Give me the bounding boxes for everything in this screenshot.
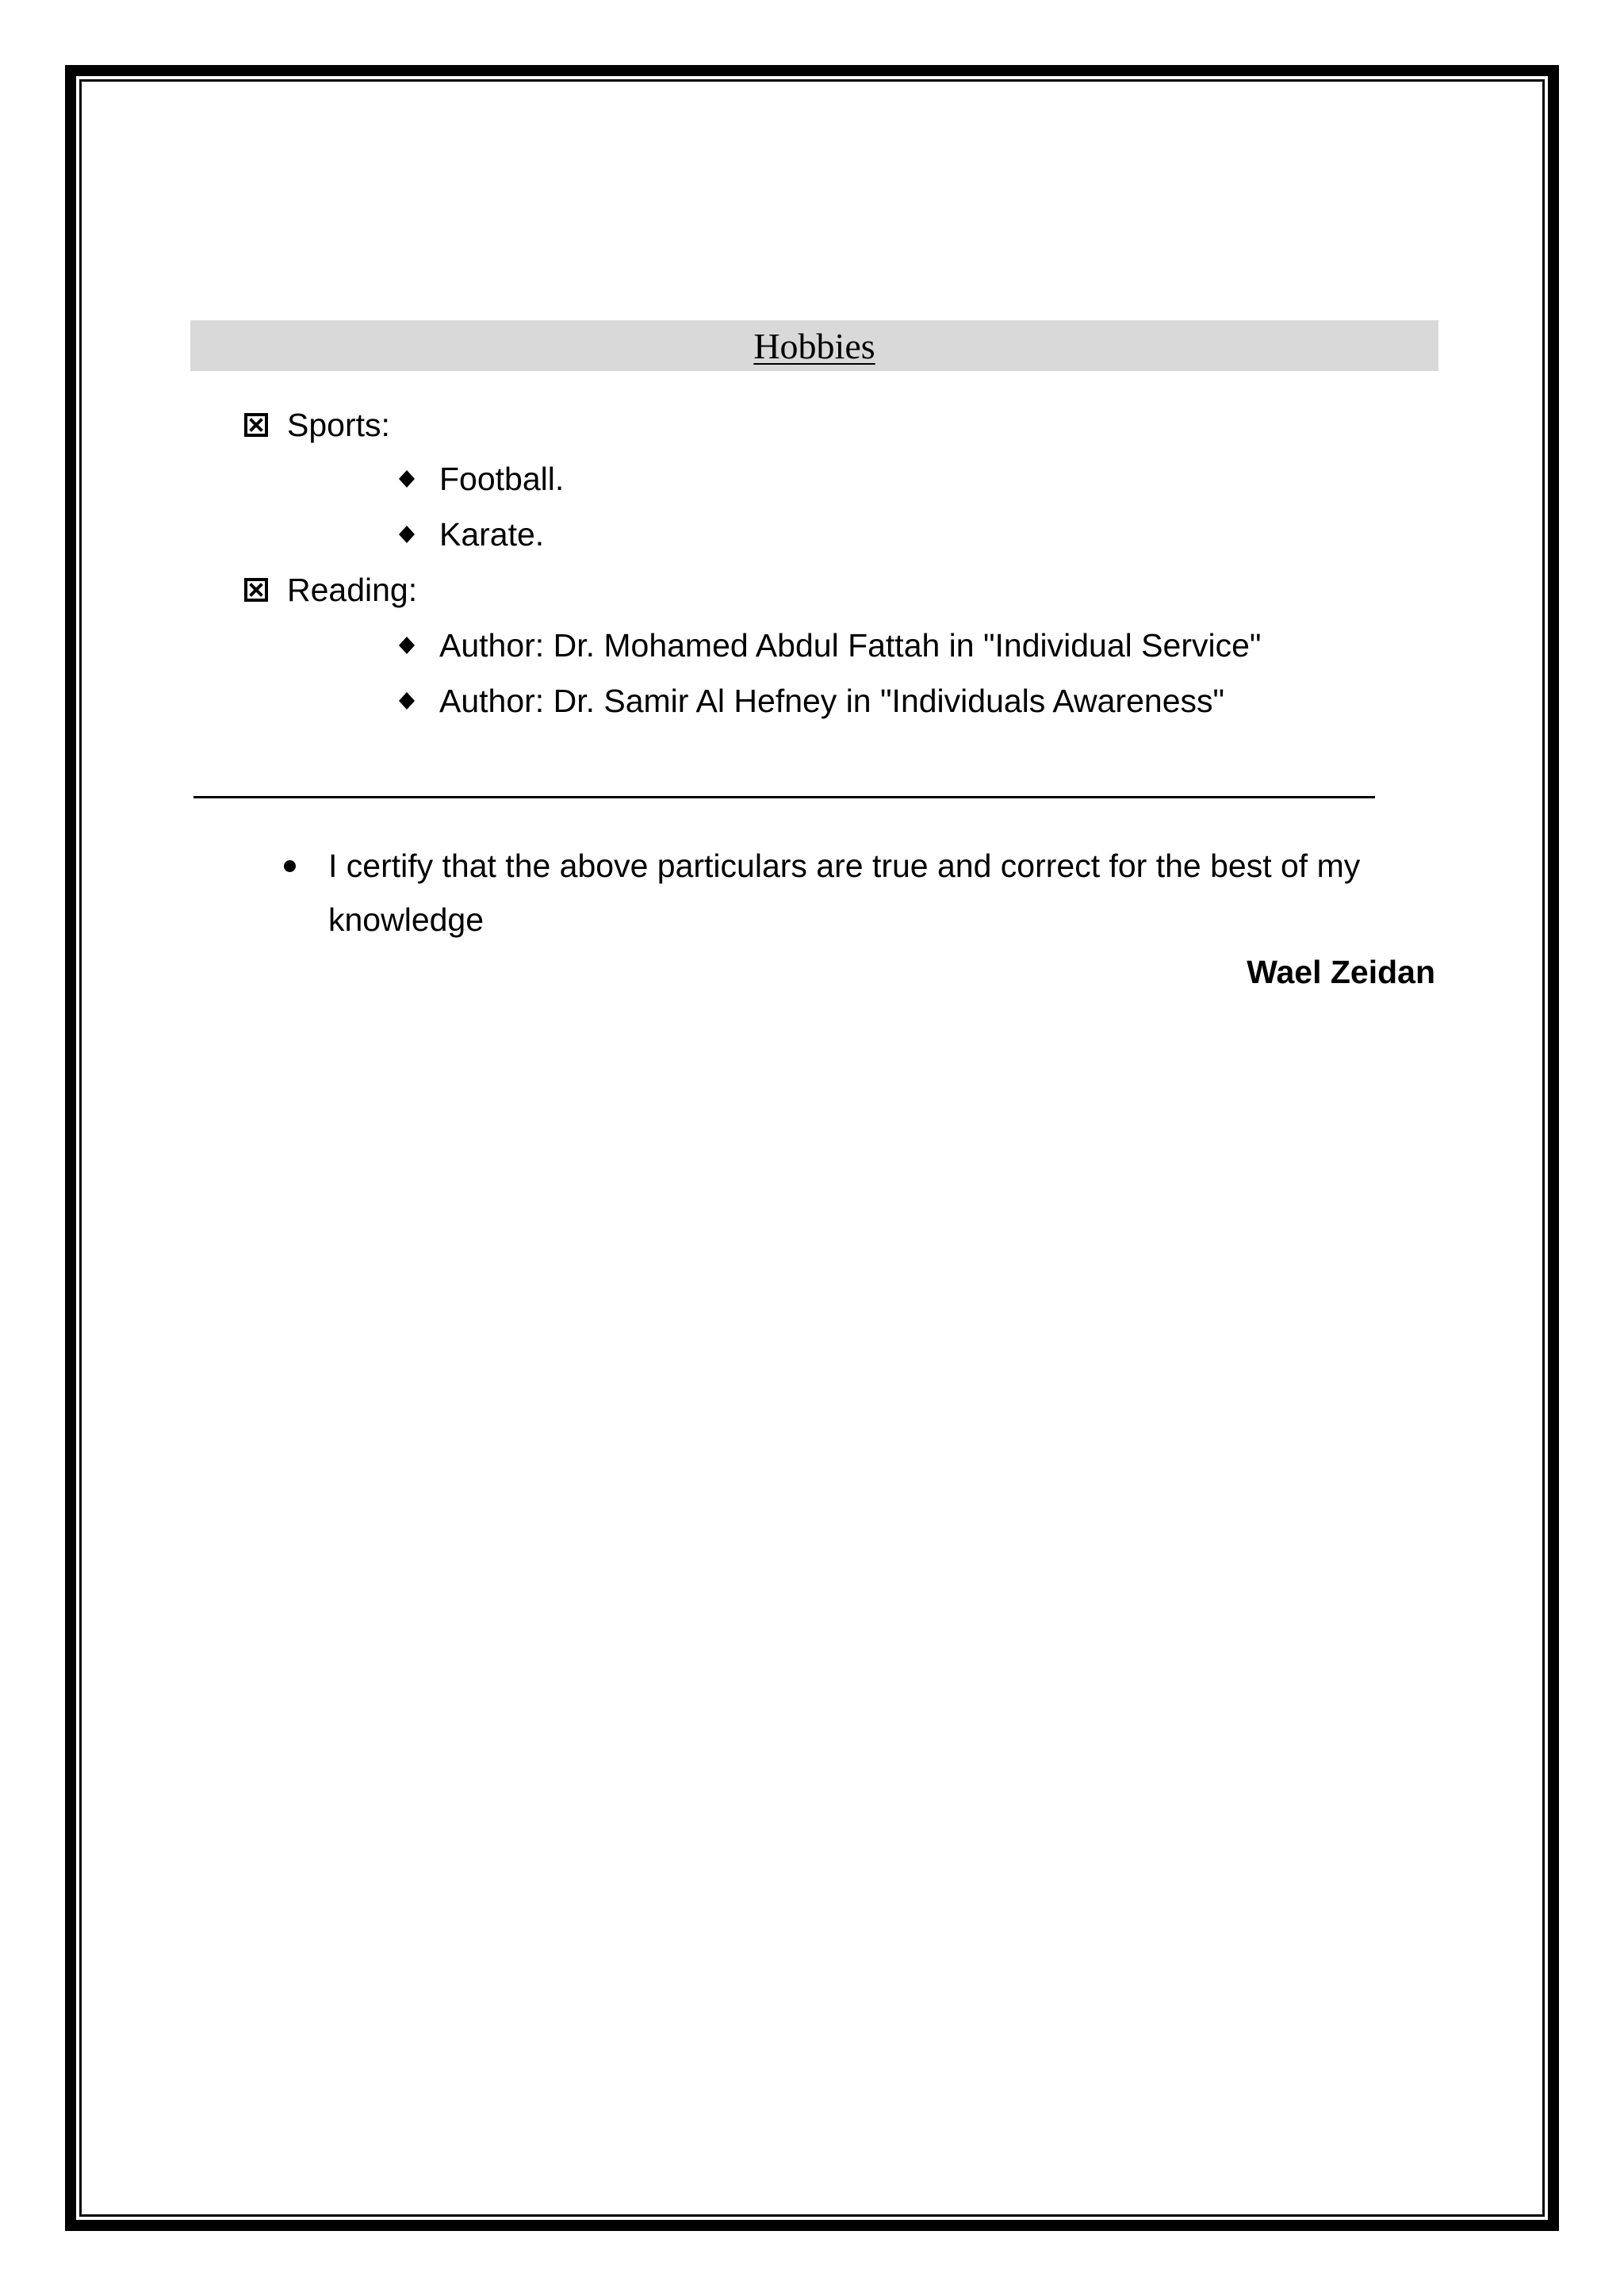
hobby-category-reading [244,568,417,612]
list-item [393,679,1224,723]
section-title: Hobbies [753,325,875,366]
checked-box-icon [244,578,268,602]
hobby-category-label: Sports: [287,407,390,443]
list-item [393,457,564,501]
hobbies-section-header [190,320,1438,371]
horizontal-divider [193,796,1375,798]
hobby-category-sports [244,403,390,447]
list-item-text: Author: Dr. Mohamed Abdul Fattah in "Individual Service" [439,627,1262,664]
list-item-text: Karate. [439,516,545,553]
signature-name: Wael Zeidan [1247,954,1435,990]
list-item [393,512,544,557]
round-bullet-icon [279,839,328,947]
diamond-bullet-icon [398,470,416,488]
list-item-text: Football. [439,461,565,497]
certification-text: I certify that the above particulars are true and correct for the best of my knowledge [328,848,1361,938]
hobby-category-label: Reading: [287,572,418,608]
diamond-bullet-icon [398,637,416,654]
certification-statement [279,839,1429,947]
checked-box-icon [244,413,268,437]
list-item-text: Author: Dr. Samir Al Hefney in "Individuals Awareness" [439,683,1225,719]
page-border-inner [79,79,1545,2217]
diamond-bullet-icon [398,692,416,710]
list-item [393,623,1261,668]
diamond-bullet-icon [398,526,416,543]
